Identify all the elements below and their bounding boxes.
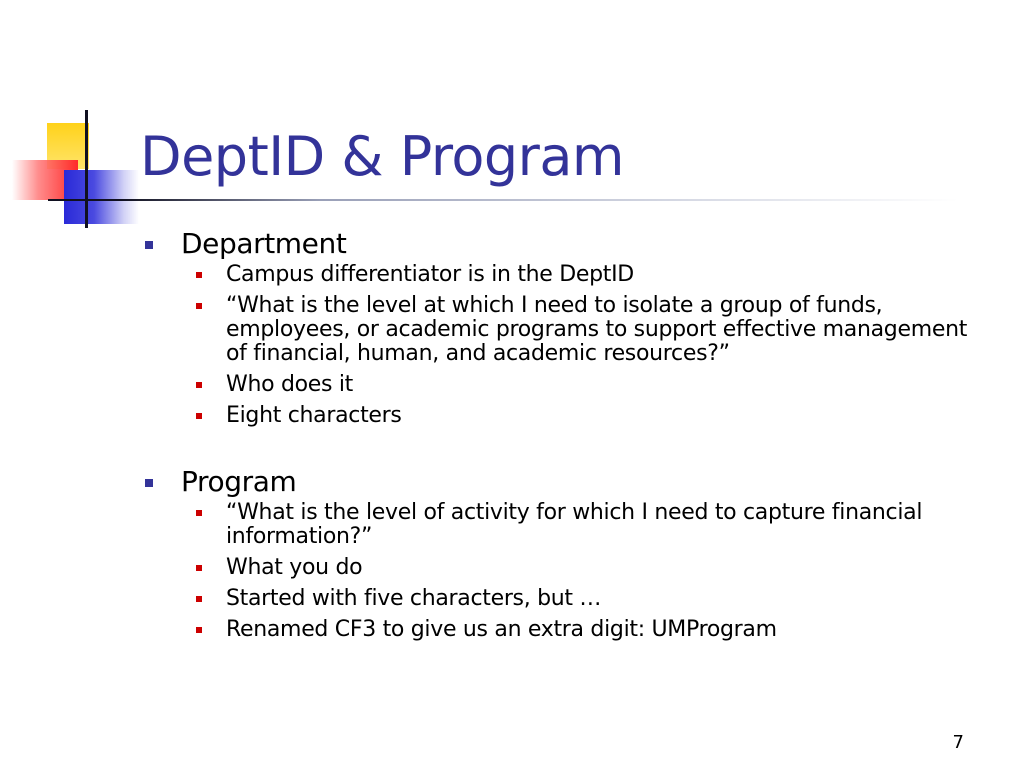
section-program (140, 463, 990, 642)
bullet-list (140, 225, 990, 649)
list-item (181, 556, 990, 580)
title-underline (48, 199, 958, 201)
square-bullet-icon (145, 241, 153, 249)
list-item-text: Eight characters (226, 403, 402, 428)
square-bullet-icon (196, 510, 202, 516)
square-bullet-icon (196, 627, 202, 633)
list-item (181, 618, 990, 642)
square-bullet-icon (196, 596, 202, 602)
section-heading: Department (181, 227, 347, 260)
list-item (181, 501, 990, 549)
list-item-text: Renamed CF3 to give us an extra digit: UMProgram (226, 617, 777, 642)
sub-bullet-list (181, 501, 990, 642)
decorative-vertical-line (85, 110, 88, 228)
page-number: 7 (952, 732, 964, 753)
section-department (140, 225, 990, 463)
square-bullet-icon (196, 272, 202, 278)
decorative-blue-square (64, 170, 139, 224)
sub-bullet-list (181, 263, 990, 428)
square-bullet-icon (196, 413, 202, 419)
square-bullet-icon (145, 479, 153, 487)
square-bullet-icon (196, 303, 202, 309)
list-item-text: Campus differentiator is in the DeptID (226, 262, 634, 287)
list-item-text: “What is the level of activity for which I need to capture financial information?” (226, 500, 923, 549)
list-item-text: “What is the level at which I need to isolate a group of funds, employees, or academic programs to support effective management of financial, human, and academic resources?” (226, 293, 968, 366)
list-item (181, 263, 990, 287)
list-item (181, 587, 990, 611)
list-item-text: Started with five characters, but … (226, 586, 602, 611)
section-heading: Program (181, 465, 297, 498)
square-bullet-icon (196, 565, 202, 571)
list-item-text: Who does it (226, 372, 354, 397)
list-item (181, 294, 990, 366)
list-item (181, 404, 990, 428)
list-item-text: What you do (226, 555, 363, 580)
square-bullet-icon (196, 382, 202, 388)
slide-title: DeptID & Program (140, 125, 625, 188)
list-item (181, 373, 990, 397)
